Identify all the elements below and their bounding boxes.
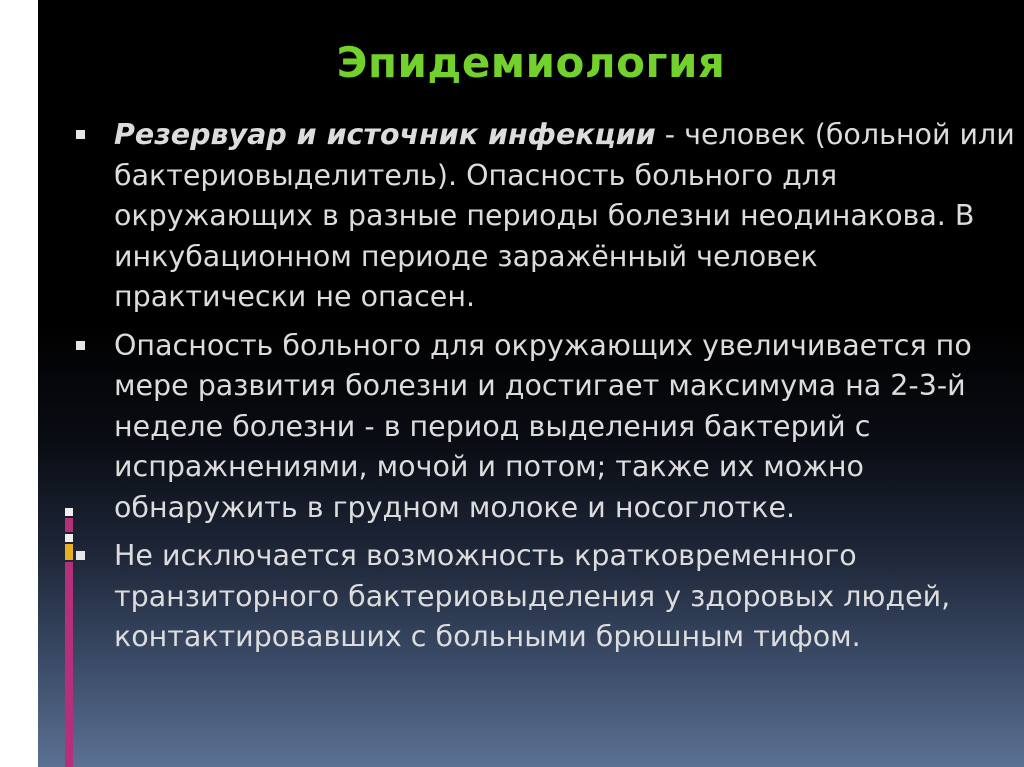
bullet-item: [76, 536, 1016, 658]
bullet-emphasis: Резервуар и источник инфекции: [114, 118, 656, 151]
bullet-list: [76, 115, 1016, 666]
accent-bar-white: [65, 534, 73, 542]
slide: [38, 0, 1024, 767]
square-bullet-icon: [76, 341, 85, 350]
bullet-item: [76, 115, 1016, 318]
bullet-text: Не исключается возможность кратковременного транзиторного бактериовыделения у здоровых людей, контактировавших с больными брюшным тифом.: [114, 539, 951, 653]
accent-bar-white: [65, 508, 73, 516]
accent-bar-yellow: [65, 544, 73, 560]
accent-bar-pink: [65, 518, 73, 532]
bullet-item: [76, 326, 1016, 529]
square-bullet-icon: [76, 130, 85, 139]
square-bullet-icon: [76, 551, 85, 560]
bullet-text: - человек (больной или бактериовыделитель). Опасность больного для окружающих в разные периоды болезни неодинакова. В инкубационном периоде заражённый человек практически не опасен.: [114, 118, 1015, 313]
slide-title: Эпидемиология: [336, 38, 726, 87]
bullet-text: Опасность больного для окружающих увеличивается по мере развития болезни и достигает максимума на 2-3-й неделе болезни - в период выделения бактерий с испражнениями, мочой и потом; также их можно обнаружить в грудном молоке и носоглотке.: [114, 328, 972, 524]
accent-bar-pink: [65, 562, 73, 767]
